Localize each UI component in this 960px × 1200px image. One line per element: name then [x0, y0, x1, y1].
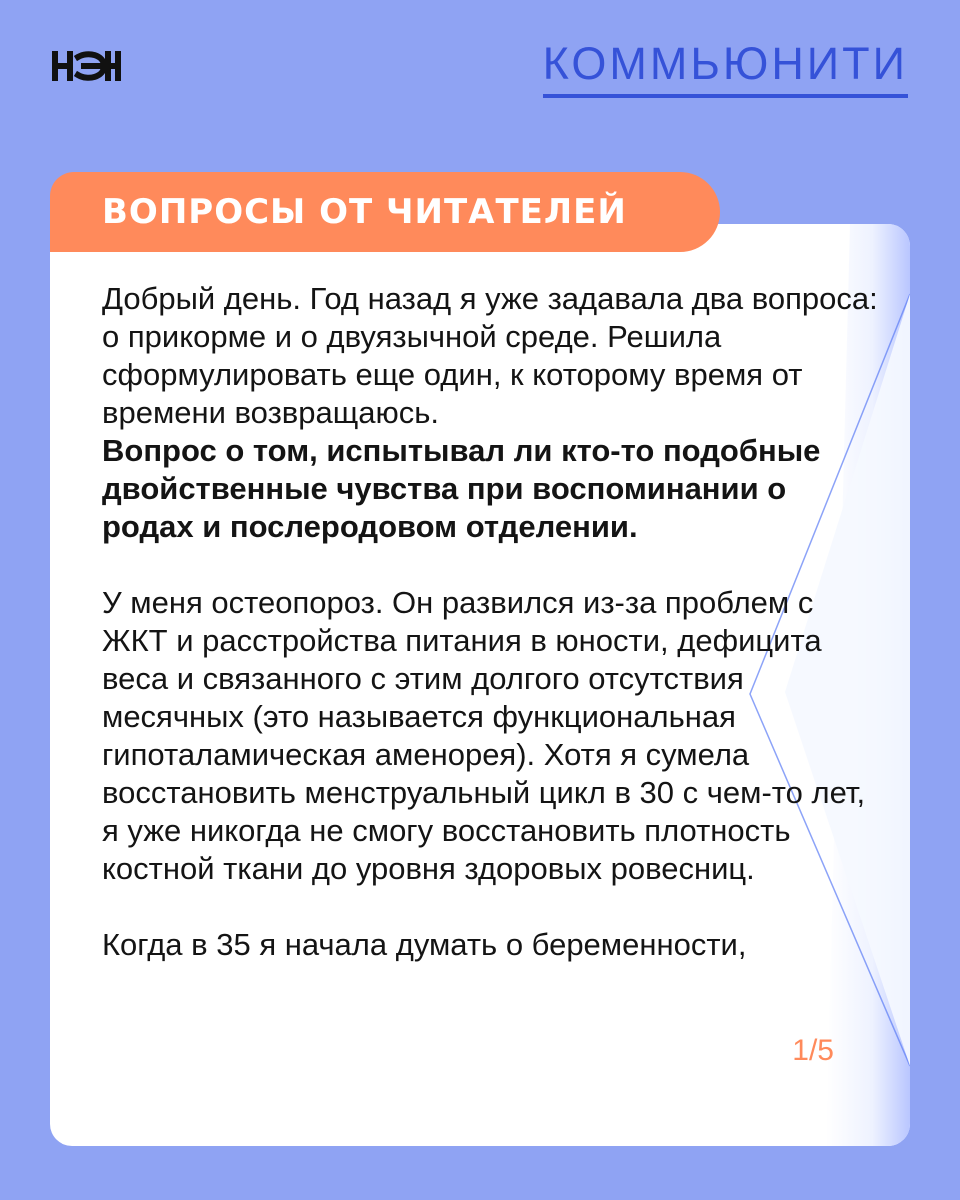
section-label: КОММЬЮНИТИ	[543, 40, 908, 98]
logo	[50, 50, 122, 82]
paragraph-question: Вопрос о том, испытывал ли кто-то подобные двойственные чувства при воспоминании о родах и послеродовом отделении.	[102, 433, 821, 544]
paragraph-continuation: Когда в 35 я начала думать о беременности,	[102, 927, 747, 962]
card-title: ВОПРОСЫ ОТ ЧИТАТЕЛЕЙ	[50, 172, 720, 252]
question-card	[50, 224, 910, 1146]
paragraph-intro: Добрый день. Год назад я уже задавала два вопроса: о прикорме и о двуязычной среде. Решила сформулировать еще один, к которому время от времени возвращаюсь.	[102, 281, 878, 430]
question-text	[102, 280, 882, 964]
paragraph-history: У меня остеопороз. Он развился из-за проблем с ЖКТ и расстройства питания в юности, дефицита веса и связанного с этим долгого отсутствия месячных (это называется функциональная гипоталамическая аменорея). Хотя я сумела восстановить менструальный цикл в 30 с чем-то лет, я уже никогда не смогу восстановить плотность костной ткани до уровня здоровых ровесниц.	[102, 585, 866, 886]
page-indicator: 1/5	[792, 1034, 834, 1067]
